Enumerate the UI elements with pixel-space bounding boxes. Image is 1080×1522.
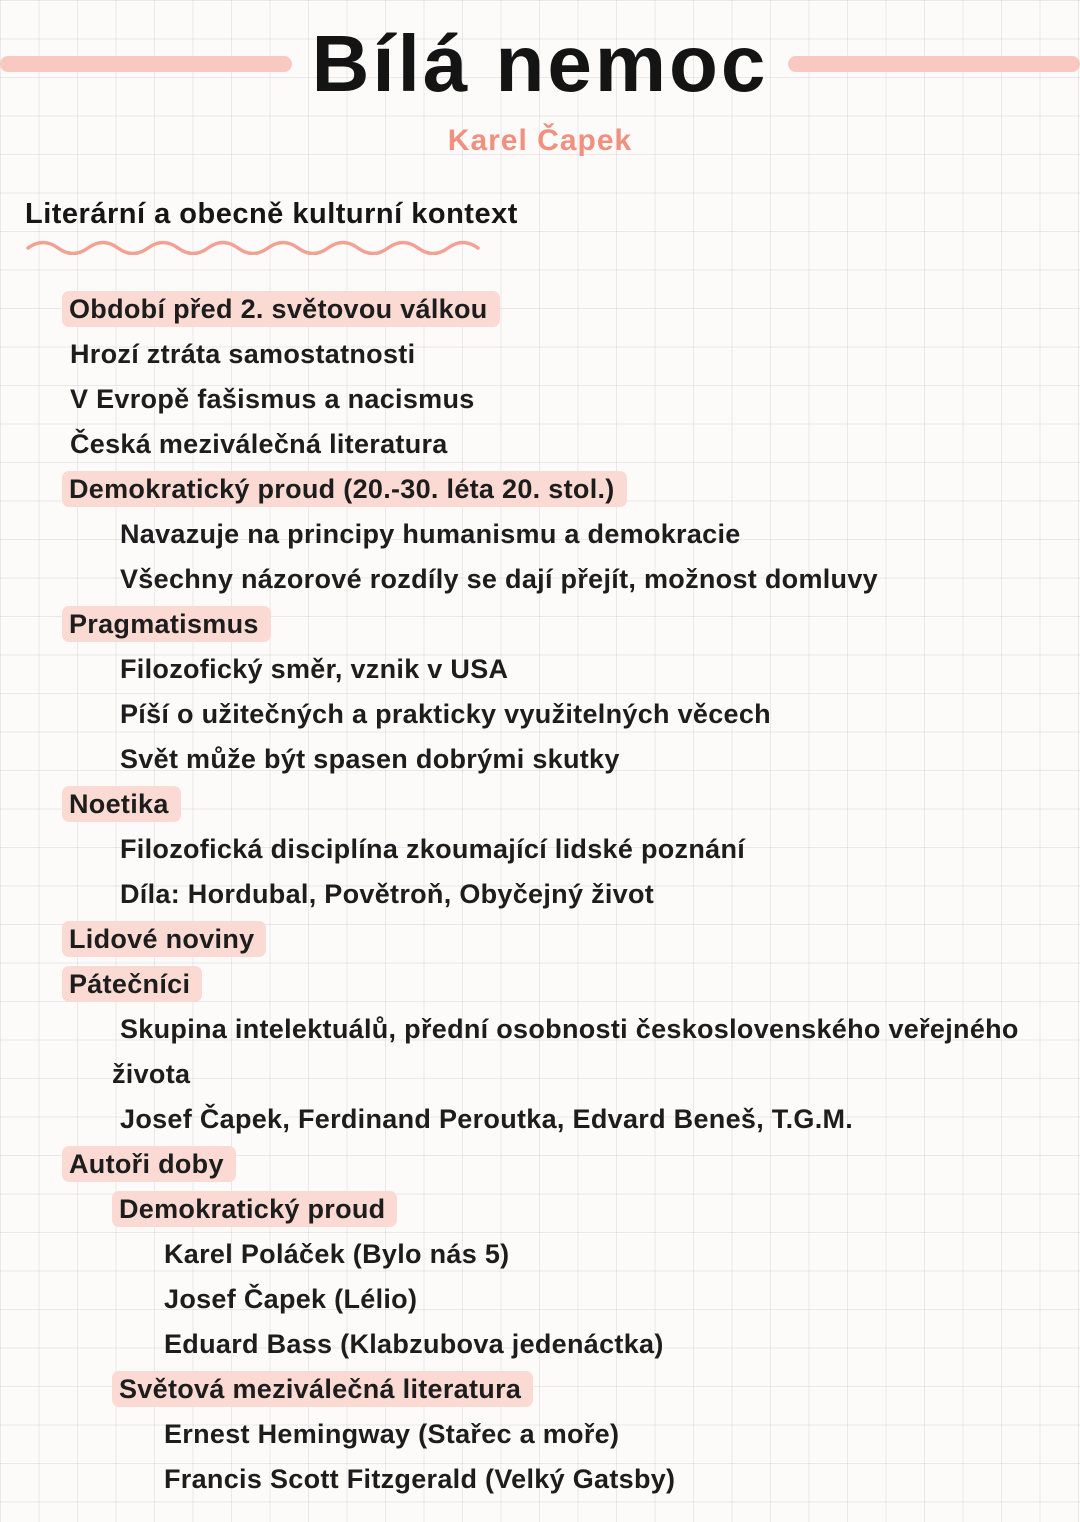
note-text: Ernest Hemingway (Stařec a moře) <box>164 1419 620 1449</box>
note-text: Josef Čapek, Ferdinand Peroutka, Edvard Beneš, T.G.M. <box>120 1104 854 1134</box>
note-line <box>62 602 1080 647</box>
note-text: Hrozí ztráta samostatnosti <box>70 339 416 369</box>
note-text: Filozofická disciplína zkoumající lidské poznání <box>120 834 746 864</box>
title-decoration-bar-right <box>788 56 1080 72</box>
note-text-highlighted: Pragmatismus <box>62 606 271 642</box>
note-line <box>156 1412 1080 1457</box>
note-text-highlighted: Demokratický proud (20.-30. léta 20. stol.) <box>62 471 627 507</box>
note-line <box>62 377 1080 422</box>
note-text-highlighted: Lidové noviny <box>62 921 266 957</box>
note-text-highlighted: Noetika <box>62 786 181 822</box>
note-text: Díla: Hordubal, Povětroň, Obyčejný život <box>120 879 655 909</box>
note-line <box>112 512 1080 557</box>
note-text: Všechny názorové rozdíly se dají přejít, možnost domluvy <box>120 564 878 594</box>
page-title: Bílá nemoc <box>311 19 769 108</box>
section-heading-block <box>25 198 518 255</box>
note-text-highlighted: Autoři doby <box>62 1146 236 1182</box>
note-text-highlighted: Světová meziválečná literatura <box>112 1371 533 1407</box>
note-line <box>62 467 1080 512</box>
note-text: Eduard Bass (Klabzubova jedenáctka) <box>164 1329 664 1359</box>
note-line <box>156 1232 1080 1277</box>
note-line <box>112 1367 1080 1412</box>
note-text-highlighted: Pátečníci <box>62 966 202 1002</box>
author-name: Karel Čapek <box>447 124 633 157</box>
note-text-highlighted: Demokratický proud <box>112 1191 397 1227</box>
note-text: V Evropě fašismus a nacismus <box>70 384 475 414</box>
title-row <box>0 0 1080 118</box>
note-text: Skupina intelektuálů, přední osobnosti československého veřejného života <box>112 1014 1019 1089</box>
note-line <box>156 1322 1080 1367</box>
note-text: Josef Čapek (Lélio) <box>164 1284 418 1314</box>
note-text-highlighted: Období před 2. světovou válkou <box>62 291 500 327</box>
note-line <box>62 962 1080 1007</box>
note-line <box>62 332 1080 377</box>
note-line <box>62 422 1080 467</box>
note-line <box>112 692 1080 737</box>
wavy-underline-icon <box>25 239 505 255</box>
note-text: Karel Poláček (Bylo nás 5) <box>164 1239 510 1269</box>
note-text: Česká meziválečná literatura <box>70 429 448 459</box>
note-line <box>112 872 1080 917</box>
note-text: Filozofický směr, vznik v USA <box>120 654 509 684</box>
note-text: Navazuje na principy humanismu a demokracie <box>120 519 741 549</box>
note-line <box>112 737 1080 782</box>
note-line <box>112 1187 1080 1232</box>
note-text: Francis Scott Fitzgerald (Velký Gatsby) <box>164 1464 676 1494</box>
note-line <box>62 1142 1080 1187</box>
note-line <box>112 827 1080 872</box>
note-line <box>62 287 1080 332</box>
notes-list <box>0 287 1080 1502</box>
title-decoration-bar-left <box>0 56 292 72</box>
section-heading: Literární a obecně kulturní kontext <box>25 198 518 230</box>
note-text: Svět může být spasen dobrými skutky <box>120 744 620 774</box>
note-line <box>62 782 1080 827</box>
note-line <box>156 1277 1080 1322</box>
note-line <box>62 917 1080 962</box>
note-line <box>156 1457 1080 1502</box>
note-line <box>112 1007 1042 1097</box>
note-line <box>112 557 1080 602</box>
note-line <box>112 647 1080 692</box>
note-line <box>112 1097 1080 1142</box>
note-text: Píší o užitečných a prakticky využitelných věcech <box>120 699 771 729</box>
